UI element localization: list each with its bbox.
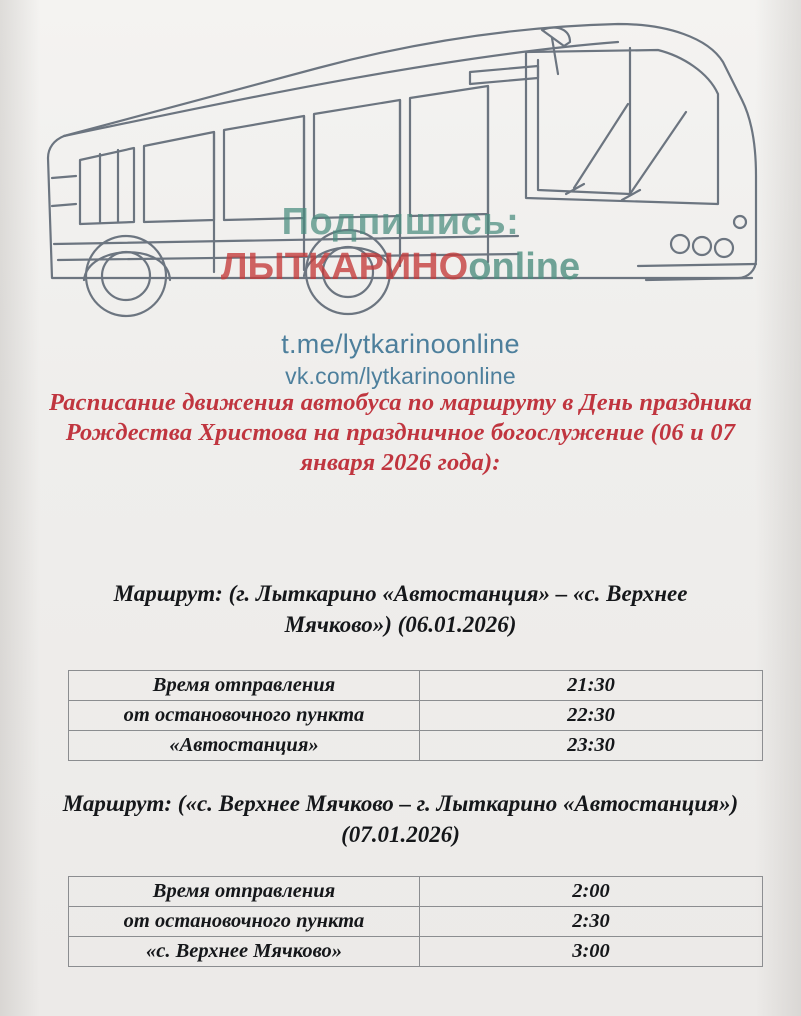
route-heading-1: Маршрут: (г. Лыткарино «Автостанция» – «с. Верхнее Мячково») (06.01.2026) [113, 581, 688, 637]
table-row [69, 701, 763, 731]
row-time: 2:00 [420, 877, 763, 907]
vk-link[interactable]: vk.com/lytkarinoonline [285, 363, 516, 389]
schedule-table-1 [68, 670, 763, 761]
row-time: 22:30 [420, 701, 763, 731]
row-label: от остановочного пункта [69, 907, 420, 937]
table-row [69, 731, 763, 761]
watermark-brand-suffix: online [468, 246, 581, 288]
page-title: Расписание движения автобуса по маршруту в День праздника Рождества Христова на праздничное богослужение (06 и 07 января 2026 года): [48, 389, 753, 476]
row-time: 23:30 [420, 731, 763, 761]
watermark-line-1: Подпишись: [281, 201, 520, 243]
schedule-table-2 [68, 876, 763, 967]
route-heading-2: Маршрут: («с. Верхнее Мячково – г. Лыткарино «Автостанция») (07.01.2026) [62, 791, 739, 847]
row-time: 21:30 [420, 671, 763, 701]
row-time: 2:30 [420, 907, 763, 937]
table-row [69, 937, 763, 967]
row-label: Время отправления [69, 671, 420, 701]
social-links [0, 328, 801, 391]
row-label: от остановочного пункта [69, 701, 420, 731]
table-row [69, 877, 763, 907]
telegram-link[interactable]: t.me/lytkarinoonline [281, 329, 520, 359]
table-row [69, 907, 763, 937]
bus-illustration [18, 8, 778, 328]
row-time: 3:00 [420, 937, 763, 967]
watermark-brand: ЛЫТКАРИНО [220, 246, 469, 288]
row-label: «Автостанция» [69, 731, 420, 761]
table-row [69, 671, 763, 701]
row-label: Время отправления [69, 877, 420, 907]
row-label: «с. Верхнее Мячково» [69, 937, 420, 967]
